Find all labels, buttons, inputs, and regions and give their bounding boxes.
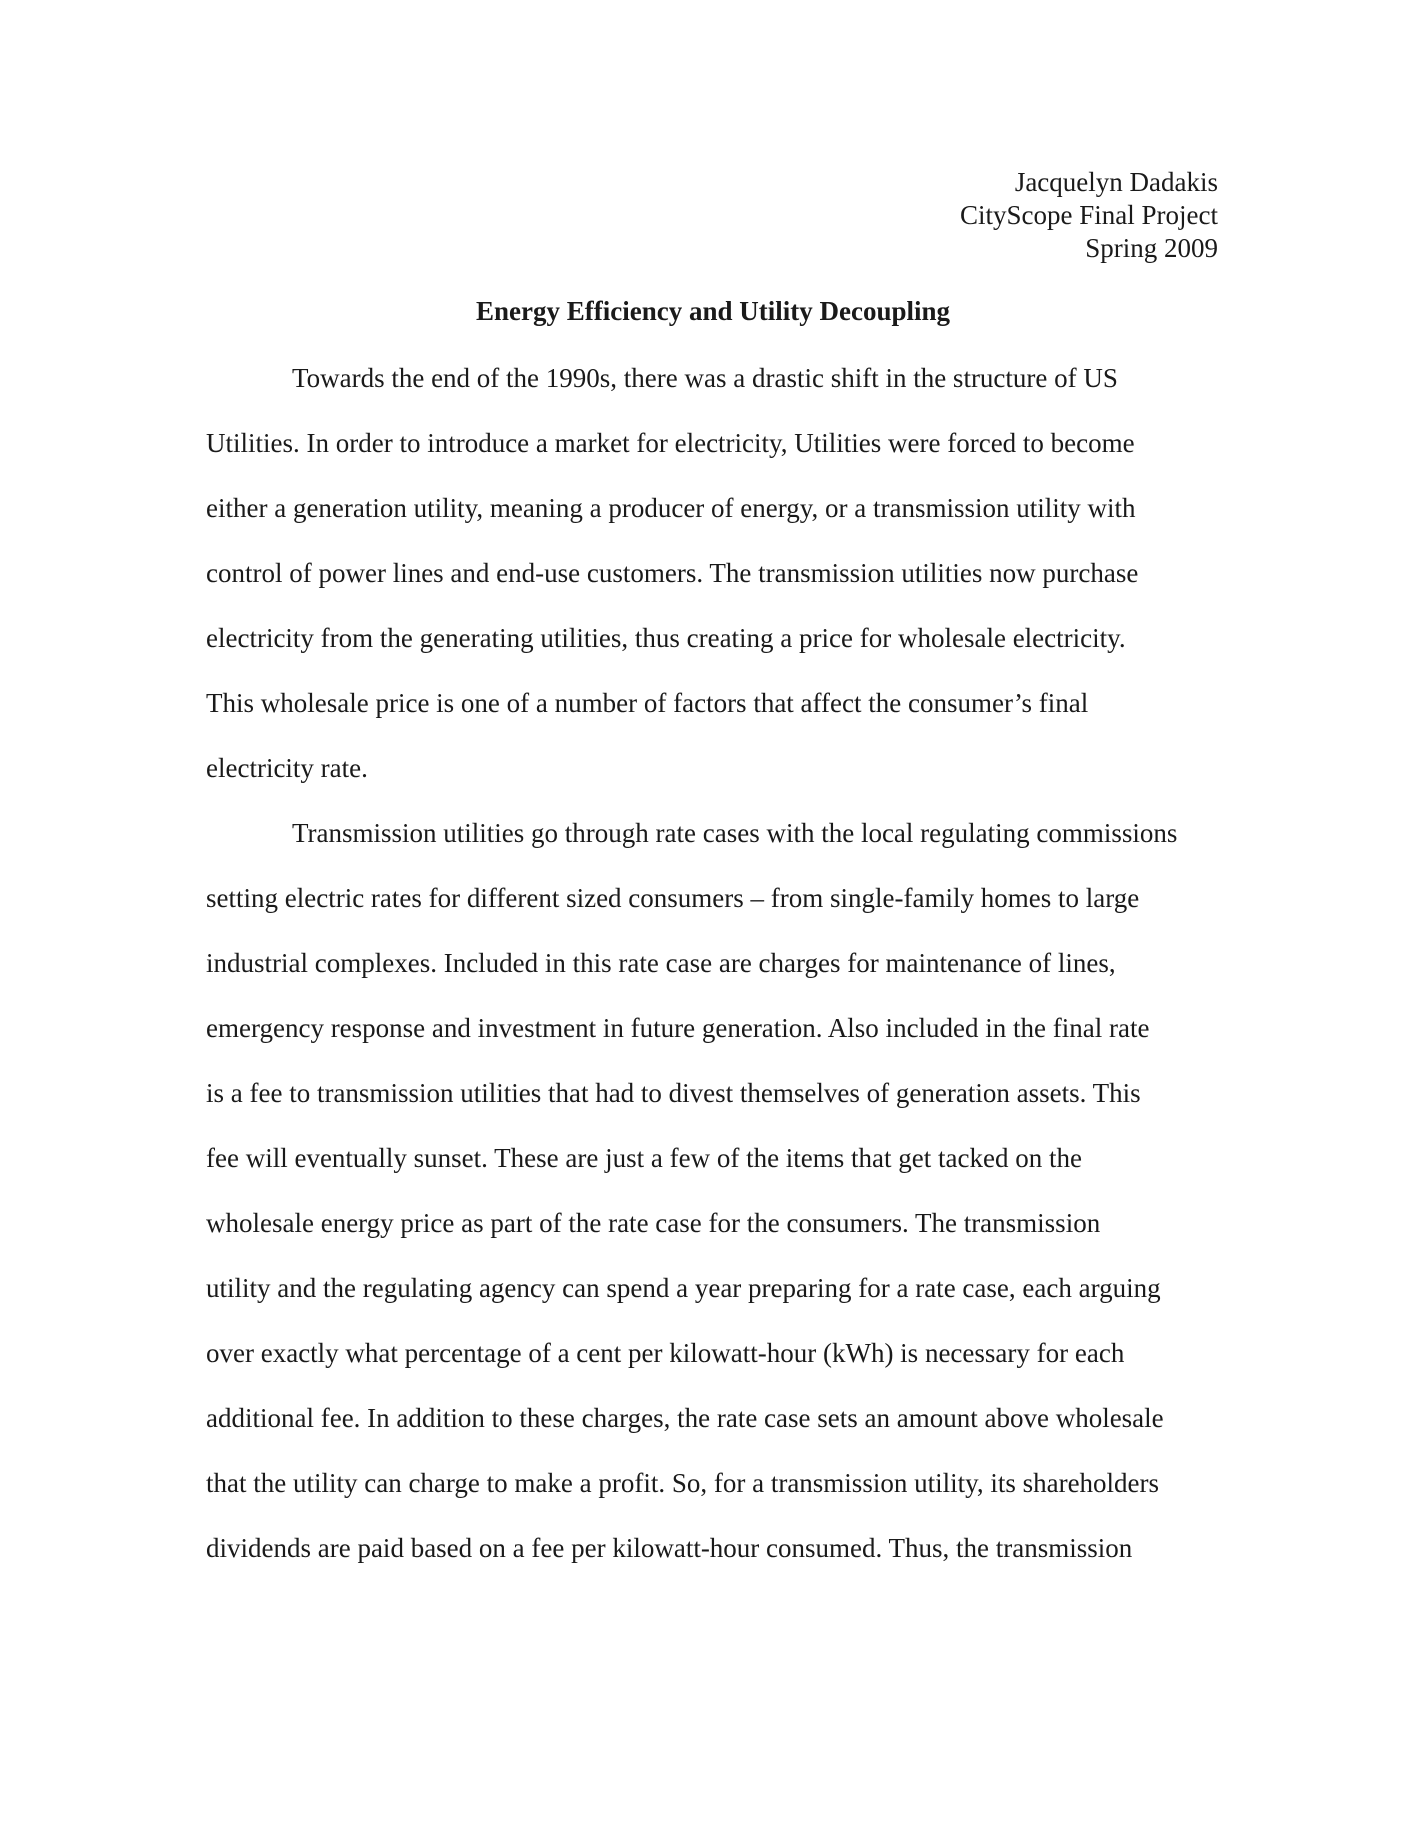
course-name: CityScope Final Project (960, 200, 1218, 230)
paragraph-2-line-7: wholesale energy price as part of the rate case for the consumers. The transmission (206, 1208, 1101, 1238)
term: Spring 2009 (1085, 233, 1218, 263)
paragraph-2-line-2: setting electric rates for different sized consumers – from single-family homes to large (206, 883, 1140, 913)
paragraph-2-line-12: dividends are paid based on a fee per kilowatt-hour consumed. Thus, the transmission (206, 1533, 1133, 1563)
paragraph-1-line-5: electricity from the generating utilities, thus creating a price for wholesale electricity. (206, 623, 1126, 653)
paragraph-2-line-10: additional fee. In addition to these charges, the rate case sets an amount above wholesale (206, 1403, 1164, 1433)
paragraph-1-line-1: Towards the end of the 1990s, there was a drastic shift in the structure of US (292, 363, 1118, 393)
paragraph-1-line-6: This wholesale price is one of a number of factors that affect the consumer’s final (206, 688, 1089, 718)
paragraph-2-line-4: emergency response and investment in future generation. Also included in the final rate (206, 1013, 1150, 1043)
paragraph-1-line-2: Utilities. In order to introduce a market for electricity, Utilities were forced to become (206, 428, 1135, 458)
paragraph-1-line-7: electricity rate. (206, 753, 368, 783)
paragraph-2-line-8: utility and the regulating agency can spend a year preparing for a rate case, each arguing (206, 1273, 1161, 1303)
document-header (960, 166, 1218, 265)
paragraph-2-line-1: Transmission utilities go through rate cases with the local regulating commissions (292, 818, 1178, 848)
document-title: Energy Efficiency and Utility Decoupling (476, 296, 950, 326)
author-name: Jacquelyn Dadakis (1014, 167, 1218, 197)
paragraph-2-line-9: over exactly what percentage of a cent per kilowatt-hour (kWh) is necessary for each (206, 1338, 1125, 1368)
paragraph-1-line-4: control of power lines and end-use customers. The transmission utilities now purchase (206, 558, 1139, 588)
paragraph-2-line-6: fee will eventually sunset. These are just a few of the items that get tacked on the (206, 1143, 1082, 1173)
paragraph-2-line-3: industrial complexes. Included in this rate case are charges for maintenance of lines, (206, 948, 1116, 978)
paragraph-2-line-11: that the utility can charge to make a profit. So, for a transmission utility, its shareholders (206, 1468, 1160, 1498)
paragraph-1-line-3: either a generation utility, meaning a producer of energy, or a transmission utility with (206, 493, 1136, 523)
paragraph-2-line-5: is a fee to transmission utilities that had to divest themselves of generation assets. This (206, 1078, 1141, 1108)
